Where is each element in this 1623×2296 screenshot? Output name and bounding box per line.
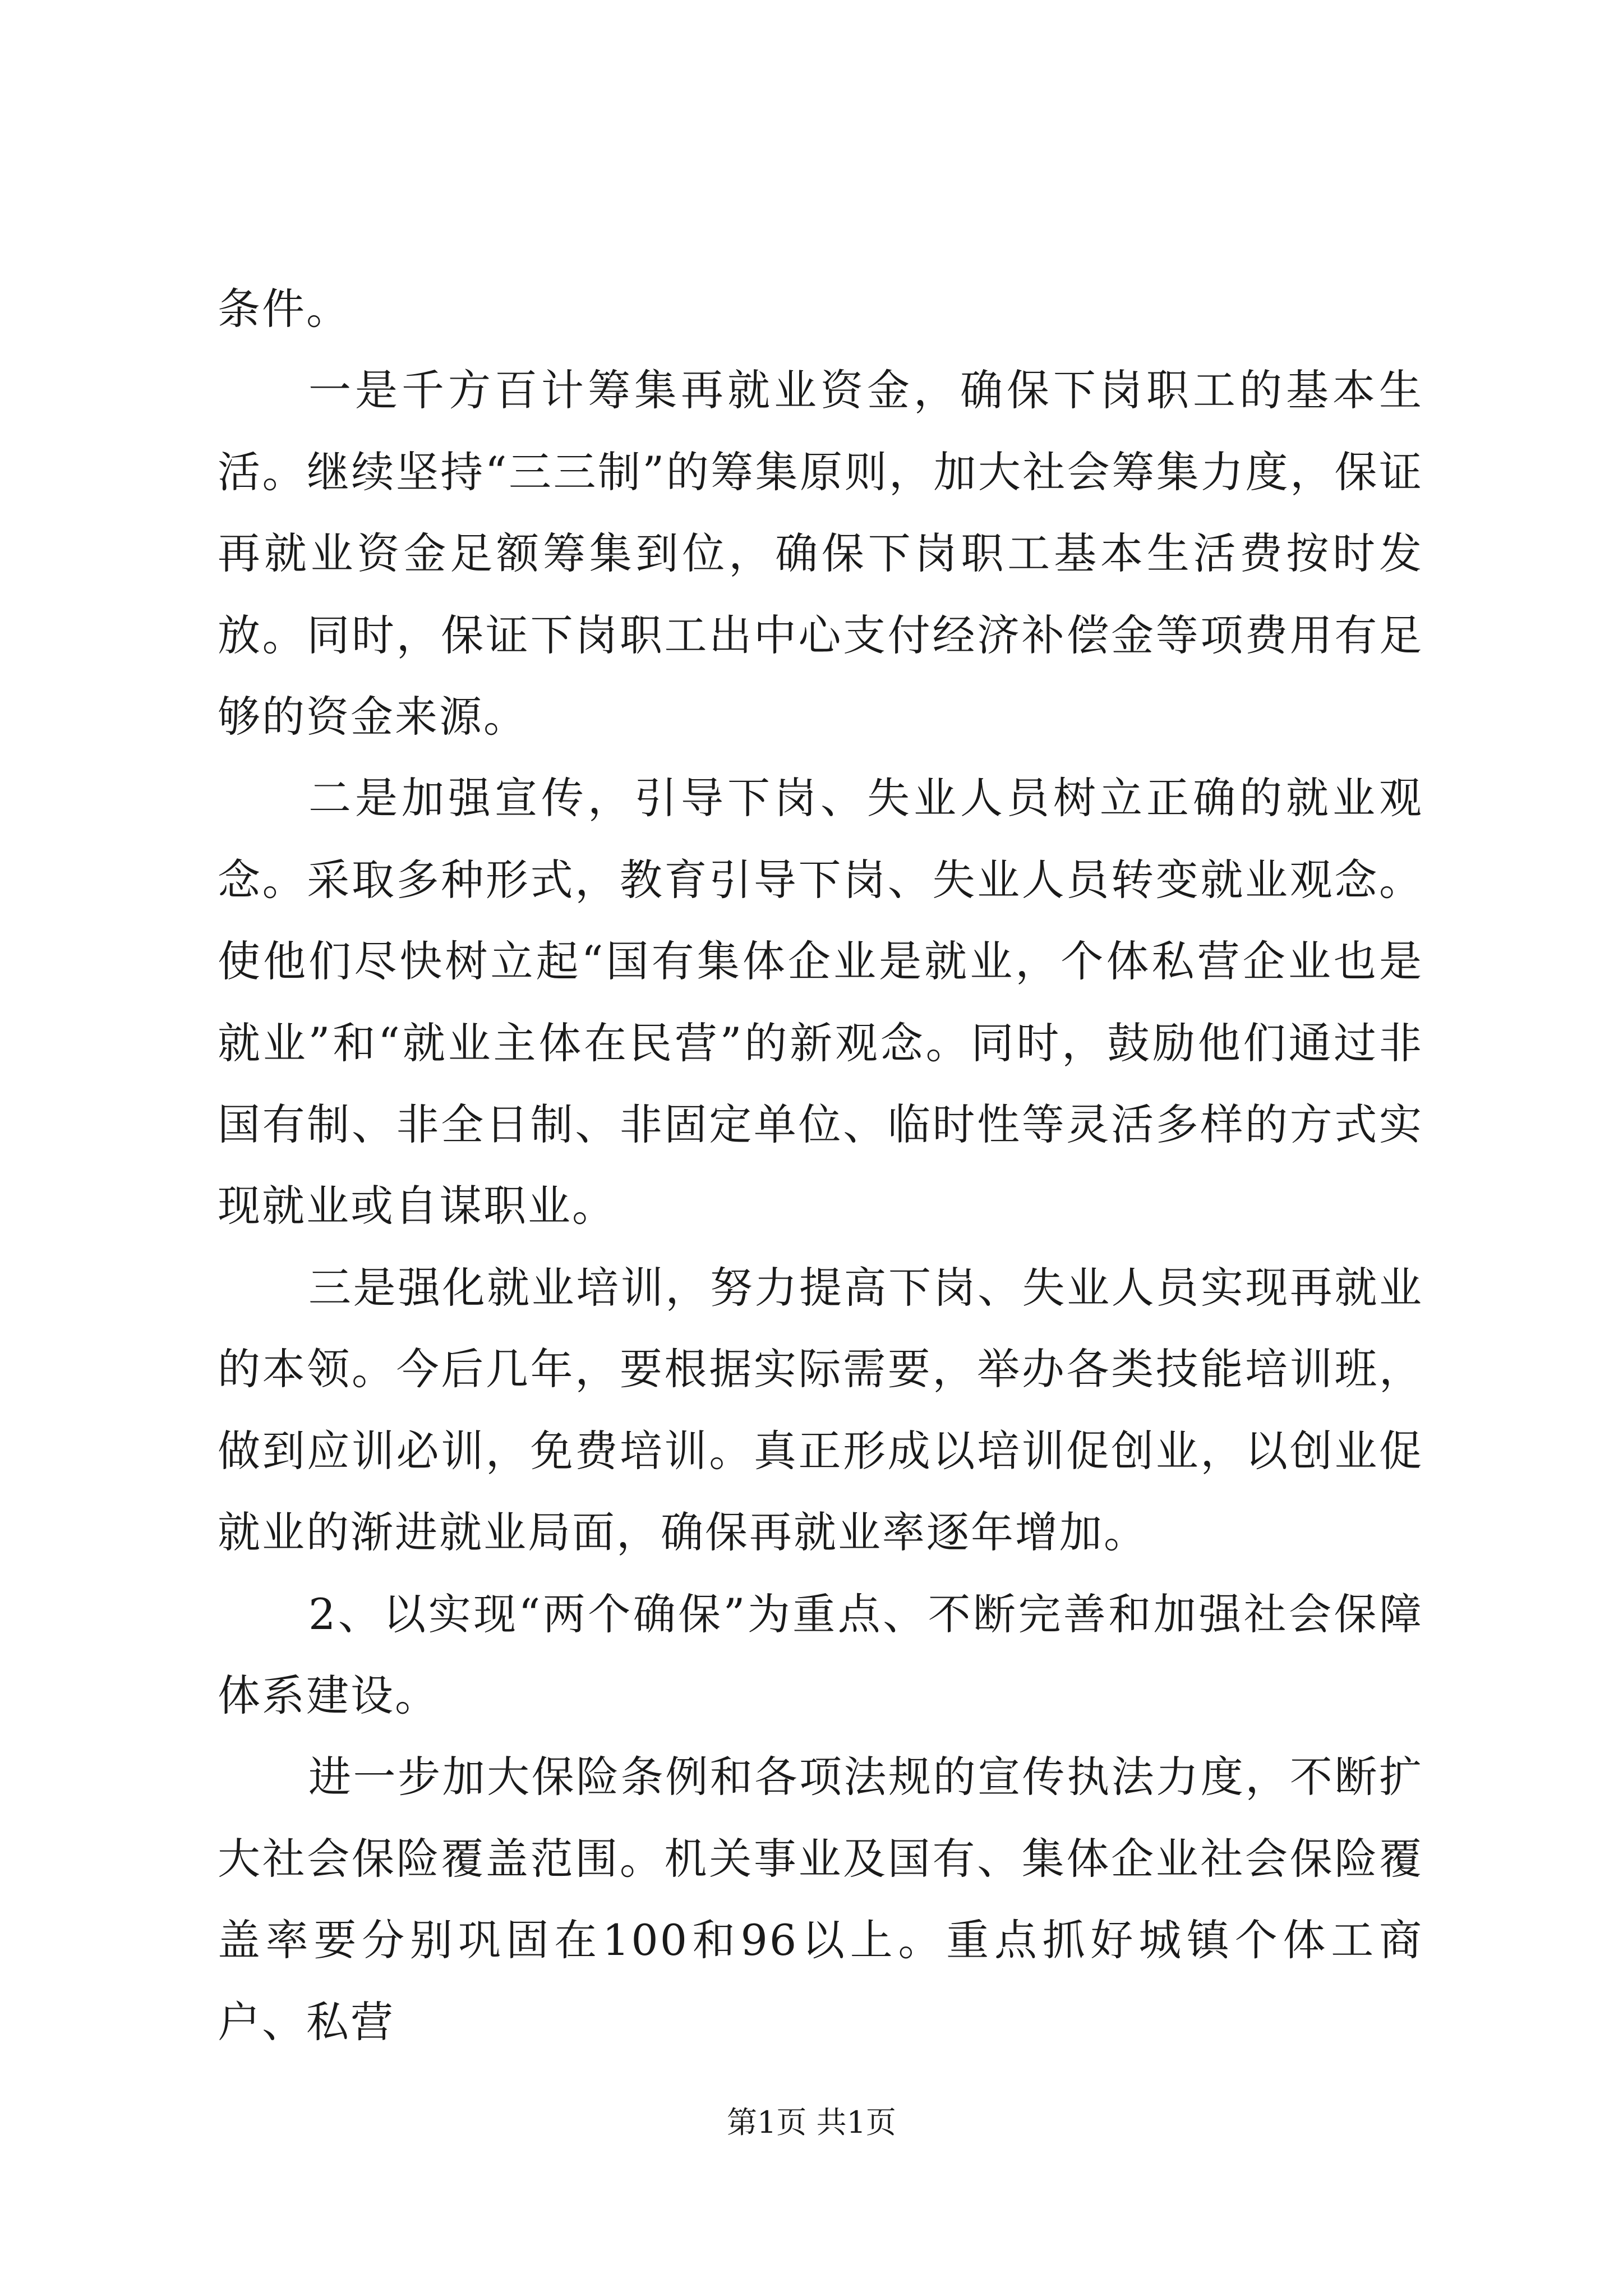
page-footer: 第1页 共1页 bbox=[727, 2105, 896, 2140]
paragraph-6: 进一步加大保险条例和各项法规的宣传执法力度，不断扩大社会保险覆盖范围。机关事业及国有、集体企业社会保险覆盖率要分别巩固在100和96以上。重点抓好城镇个体工商户、私营 bbox=[218, 1752, 1423, 2047]
paragraph-4: 三是强化就业培训，努力提高下岗、失业人员实现再就业的本领。今后几年，要根据实际需要，举办各类技能培训班，做到应训必训，免费培训。真正形成以培训促创业，以创业促就业的渐进就业局面，确保再就业率逐年增加。 bbox=[218, 1262, 1423, 1558]
paragraph-1: 条件。 bbox=[218, 284, 351, 334]
document-body bbox=[218, 268, 1423, 2063]
paragraph-3: 二是加强宣传，引导下岗、失业人员树立正确的就业观念。采取多种形式，教育引导下岗、失业人员转变就业观念。使他们尽快树立起“国有集体企业是就业，个体私营企业也是就业”和“就业主体在民营”的新观念。同时，鼓励他们通过非国有制、非全日制、非固定单位、临时性等灵活多样的方式实现就业或自谋职业。 bbox=[218, 773, 1423, 1231]
paragraph-2: 一是千方百计筹集再就业资金，确保下岗职工的基本生活。继续坚持“三三制”的筹集原则，加大社会筹集力度，保证再就业资金足额筹集到位，确保下岗职工基本生活费按时发放。同时，保证下岗职工出中心支付经济补偿金等项费用有足够的资金来源。 bbox=[218, 365, 1423, 742]
paragraph-5: 2、以实现“两个确保”为重点、不断完善和加强社会保障体系建设。 bbox=[218, 1589, 1423, 1720]
